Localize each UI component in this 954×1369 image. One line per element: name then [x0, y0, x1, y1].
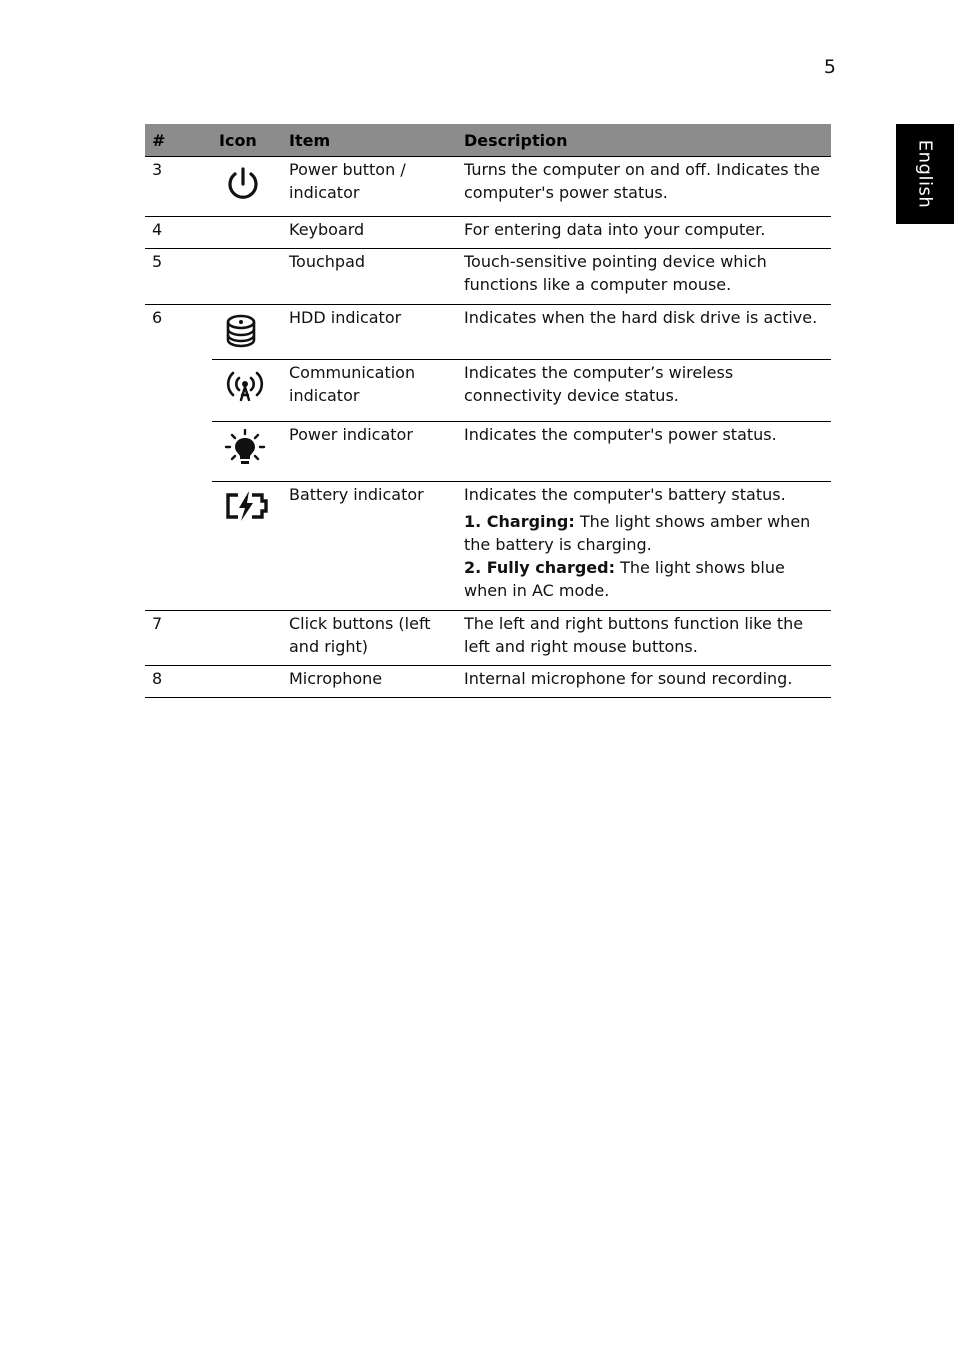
row-icon-cell: [212, 360, 282, 422]
row-num: 7: [145, 611, 212, 666]
header-item: Item: [282, 124, 457, 157]
charging-text: The light shows amber when the battery is charging.: [464, 512, 811, 554]
row-description: Turns the computer on and off. Indicates the computer's power status.: [457, 157, 831, 217]
table-row: [145, 305, 831, 360]
charged-label: 2. Fully charged:: [464, 558, 615, 577]
row-item: Battery indicator: [282, 482, 457, 611]
row-description: For entering data into your computer.: [457, 217, 831, 249]
language-tab: [896, 124, 954, 224]
battery-icon: [223, 489, 269, 523]
row-item: Power indicator: [282, 422, 457, 482]
row-icon-cell: [212, 305, 282, 360]
row-description-cell: [457, 482, 831, 611]
row-icon-cell: [212, 249, 282, 305]
table-row: [145, 249, 831, 305]
row-item: Communication indicator: [282, 360, 457, 422]
page-number: 5: [823, 56, 836, 78]
row-description: The left and right buttons function like the left and right mouse buttons.: [457, 611, 831, 666]
row-num: 5: [145, 249, 212, 305]
charging-label: 1. Charging:: [464, 512, 575, 531]
row-num: 8: [145, 666, 212, 698]
table-header-row: [145, 124, 831, 157]
row-description: Indicates the computer's battery status.: [464, 485, 786, 504]
row-item: Keyboard: [282, 217, 457, 249]
row-description: Indicates when the hard disk drive is active.: [457, 305, 831, 360]
table-row: [145, 157, 831, 217]
charged-text: The light shows blue when in AC mode.: [464, 558, 785, 600]
row-icon-cell: [212, 157, 282, 217]
row-item: Click buttons (left and right): [282, 611, 457, 666]
row-description: Touch-sensitive pointing device which functions like a computer mouse.: [457, 249, 831, 305]
row-icon-cell: [212, 422, 282, 482]
row-icon-cell: [212, 217, 282, 249]
table-row: [145, 360, 831, 422]
row-num: 3: [145, 157, 212, 217]
row-description: Internal microphone for sound recording.: [457, 666, 831, 698]
row-icon-cell: [212, 611, 282, 666]
table-row: [145, 422, 831, 482]
table-row: [145, 217, 831, 249]
header-description: Description: [457, 124, 831, 157]
row-num: 4: [145, 217, 212, 249]
component-table: [145, 124, 831, 698]
row-icon-cell: [212, 482, 282, 611]
row-item: Microphone: [282, 666, 457, 698]
row-icon-cell: [212, 666, 282, 698]
row-description: Indicates the computer’s wireless connectivity device status.: [457, 360, 831, 422]
header-icon: Icon: [212, 124, 282, 157]
wireless-icon: [223, 367, 267, 407]
power-light-icon: [223, 429, 267, 471]
row-item: HDD indicator: [282, 305, 457, 360]
row-item: Touchpad: [282, 249, 457, 305]
row-num: 6: [145, 305, 212, 611]
table-row: [145, 666, 831, 698]
table-row: [145, 482, 831, 611]
charging-note: [464, 510, 831, 602]
row-item: Power button / indicator: [282, 157, 457, 217]
table-row: [145, 611, 831, 666]
hdd-icon: [223, 312, 263, 352]
power-icon: [223, 164, 263, 204]
row-description: Indicates the computer's power status.: [457, 422, 831, 482]
language-tab-label: English: [914, 139, 936, 209]
header-num: #: [145, 124, 212, 157]
